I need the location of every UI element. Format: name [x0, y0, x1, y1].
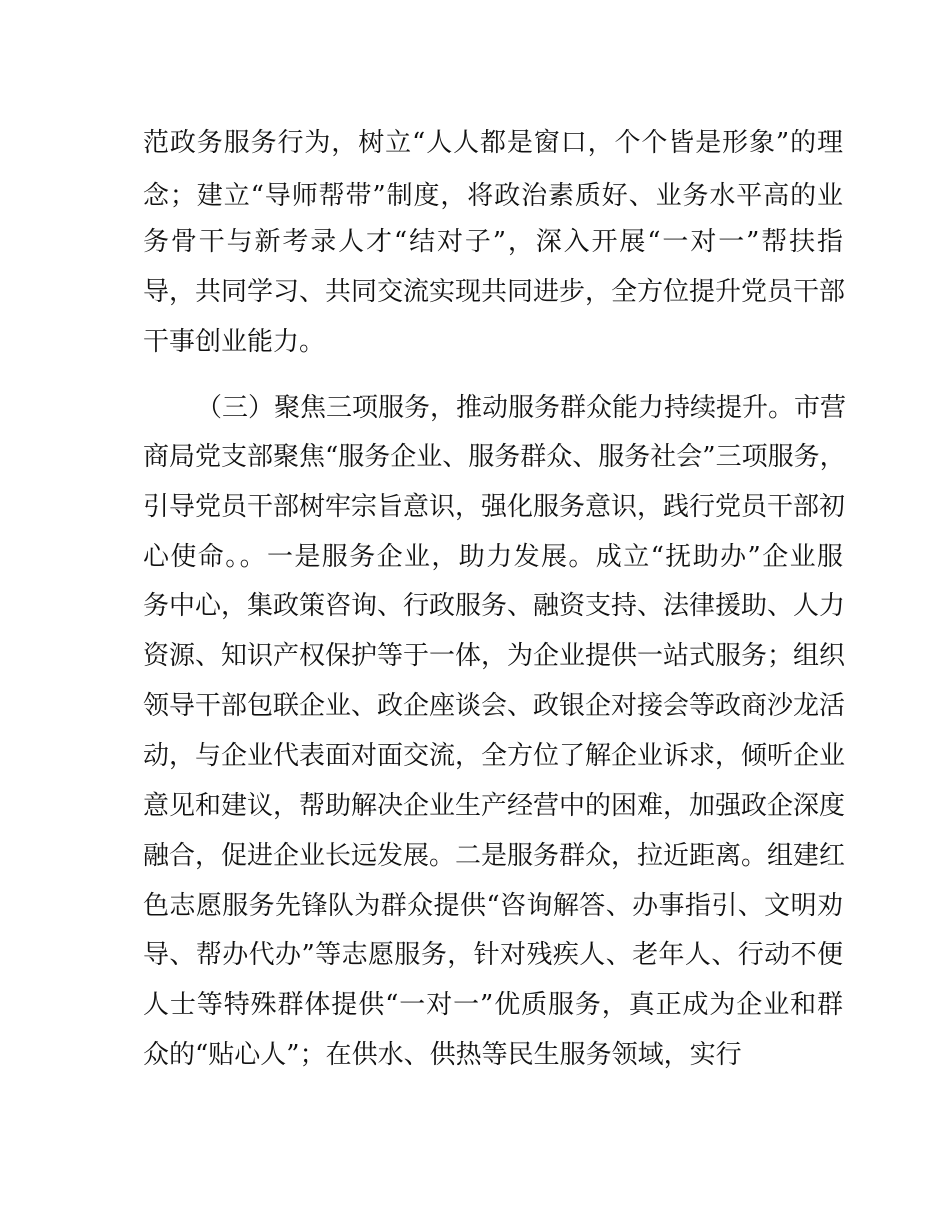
paragraph-2-line-3: 引导党员干部树牢宗旨意识，强化服务意识，践行党员干部初	[143, 492, 846, 522]
paragraph-2-line-10: 融合，促进企业长远发展。二是服务群众，拉近距离。组建红	[143, 841, 846, 871]
paragraph-2-line-2: 商局党支部聚焦“服务企业、服务群众、服务社会”三项服务，	[143, 442, 846, 472]
paragraph-1-line-2: 念；建立“导师帮带”制度，将政治素质好、业务水平高的业	[143, 181, 843, 211]
paragraph-1-line-4: 导，共同学习、共同交流实现共同进步，全方位提升党员干部	[143, 277, 846, 307]
paragraph-2-line-7: 领导干部包联企业、政企座谈会、政银企对接会等政商沙龙活	[143, 691, 846, 721]
paragraph-2-line-5: 务中心，集政策咨询、行政服务、融资支持、法律援助、人力	[143, 591, 846, 621]
paragraph-1-line-1: 范政务服务行为，树立“人人都是窗口，个个皆是形象”的理	[143, 128, 843, 158]
paragraph-2-line-6: 资源、知识产权保护等于一体，为企业提供一站式服务；组织	[143, 641, 846, 671]
paragraph-2-line-14: 众的“贴心人”；在供水、供热等民生服务领域，实行	[143, 1040, 742, 1070]
paragraph-2-line-9: 意见和建议，帮助解决企业生产经营中的困难，加强政企深度	[143, 791, 846, 821]
paragraph-2-line-8: 动，与企业代表面对面交流，全方位了解企业诉求，倾听企业	[143, 741, 846, 771]
paragraph-2-line-11: 色志愿服务先锋队为群众提供“咨询解答、办事指引、文明劝	[143, 891, 843, 921]
paragraph-2-line-4: 心使命。。一是服务企业，助力发展。成立“抚助办”企业服	[143, 542, 843, 572]
paragraph-1-line-3: 务骨干与新考录人才“结对子”，深入开展“一对一”帮扶指	[143, 227, 843, 257]
paragraph-2-line-1: （三）聚焦三项服务，推动服务群众能力持续提升。市营	[196, 393, 847, 423]
paragraph-1-line-5: 干事创业能力。	[143, 327, 326, 357]
paragraph-2-line-12: 导、帮办代办”等志愿服务，针对残疾人、老年人、行动不便	[143, 940, 843, 970]
paragraph-2-line-13: 人士等特殊群体提供“一对一”优质服务，真正成为企业和群	[143, 990, 843, 1020]
